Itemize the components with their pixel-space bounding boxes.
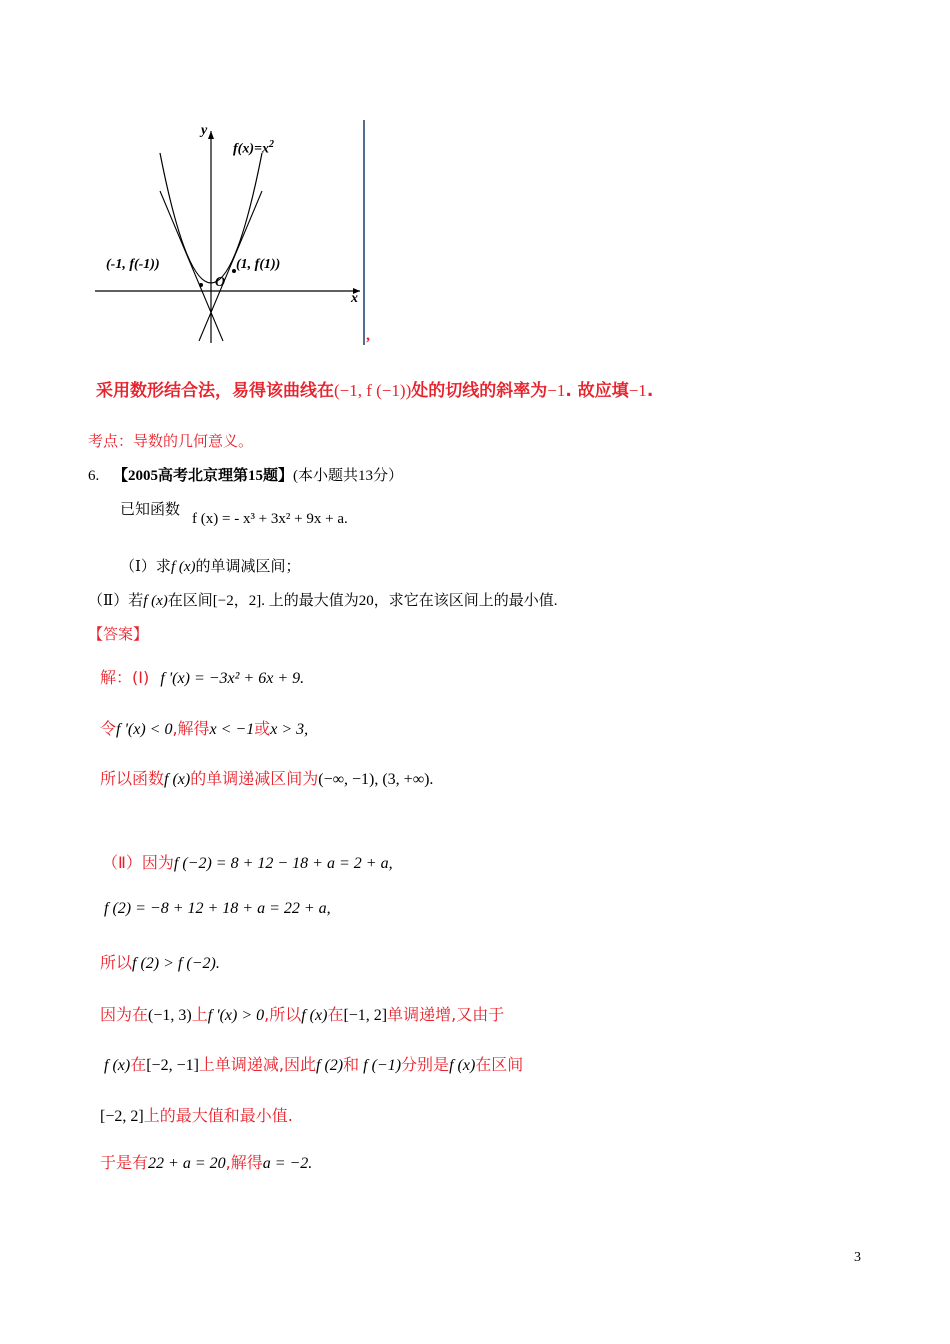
- sol-l7-m1: (−1, 3): [148, 1007, 192, 1024]
- sol-l3-a: 所以函数: [100, 769, 165, 788]
- sol-l2-m1: f '(x) < 0: [116, 721, 173, 738]
- sol-l9-a: 上的最大值和最小值.: [143, 1106, 293, 1125]
- sol-l8-m5: f (x): [449, 1057, 476, 1074]
- tangent-point-left: [199, 283, 203, 287]
- curve-label: $f(x)=x^2$: [233, 139, 274, 157]
- sol-l4-m: f (−2) = 8 + 12 − 18 + a = 2 + a,: [173, 855, 393, 872]
- q1-prefix: （Ⅰ）求: [120, 559, 171, 575]
- q2-suffix: 的最大值为20，求它在该区间上的最小值.: [283, 593, 558, 609]
- sol-l6-m: f (2) > f (−2).: [132, 955, 220, 972]
- explanation-point: (−1, f (−1)): [334, 381, 412, 400]
- sol-l7-a: 因为在: [100, 1005, 149, 1024]
- problem-function: f (x) = - x³ + 3x² + 9x + a.: [192, 511, 348, 527]
- sol-l8-m1: f (x): [104, 1057, 131, 1074]
- sol-l7-d: 在: [327, 1005, 344, 1024]
- y-axis-arrow: [208, 131, 214, 139]
- problem-points: (本小题共13分）: [293, 468, 404, 484]
- explanation-part2: 处的切线的斜率为: [411, 381, 548, 401]
- answer-label: 【答案】: [88, 627, 149, 643]
- sol-l8-m2: [−2, −1]: [146, 1057, 199, 1074]
- explanation-answer: −1: [628, 381, 647, 400]
- page-number: 3: [854, 1250, 861, 1265]
- x-axis-label: x: [351, 291, 358, 306]
- sol-l2-b: ,解得: [172, 719, 210, 738]
- solution-line-5: f (2) = −8 + 12 + 18 + a = 22 + a,: [104, 900, 331, 917]
- q2-prefix: （Ⅱ）若: [88, 593, 144, 609]
- left-point-label: (-1, f(-1)): [106, 257, 160, 272]
- right-point-label: (1, f(1)): [236, 257, 281, 272]
- problem-header: [88, 464, 403, 485]
- sol-l8-b: 上单调递减,因此: [198, 1055, 317, 1074]
- sol-l2-m2: x < −1: [209, 721, 255, 738]
- explanation-slope: −1: [547, 381, 566, 400]
- explanation-end: .: [646, 381, 654, 401]
- sol-l2-a: 令: [100, 719, 117, 738]
- sol-l10-m2: a = −2.: [262, 1155, 313, 1172]
- sol-l6-a: 所以: [100, 953, 133, 972]
- sol-l1-prefix: 解：(Ⅰ): [100, 668, 150, 687]
- solution-line-3: [100, 766, 433, 789]
- y-axis-label: y: [201, 123, 208, 138]
- solution-line-6: [100, 950, 220, 973]
- solution-line-1: [100, 665, 304, 688]
- sol-l8-m3: f (2): [316, 1057, 344, 1074]
- trailing-mark: ,: [366, 327, 370, 344]
- solution-line-7: [100, 1002, 504, 1025]
- sol-l8-a: 在: [130, 1055, 147, 1074]
- sol-l8-c: 和: [343, 1055, 360, 1074]
- sol-l3-m1: f (x): [164, 771, 191, 788]
- explanation-part1: 采用数形结合法，易得该曲线在: [96, 381, 334, 401]
- question-2: [88, 589, 558, 610]
- explanation-part3: . 故应填: [565, 381, 629, 401]
- sol-l7-c: ,所以: [264, 1005, 302, 1024]
- sol-l10-b: ,解得: [225, 1153, 263, 1172]
- solution-line-8: [104, 1052, 523, 1075]
- explanation-line: [96, 376, 653, 401]
- sol-l7-m2: f '(x) > 0: [207, 1007, 265, 1024]
- sol-l7-b: 上: [191, 1005, 208, 1024]
- sol-l8-m4: f (−1): [363, 1057, 402, 1074]
- parabola-figure: [90, 115, 390, 355]
- sol-l9-m: [−2, 2]: [100, 1108, 144, 1125]
- q2-fx: f (x): [143, 593, 168, 609]
- solution-line-9: [100, 1103, 293, 1126]
- problem-intro: 已知函数: [120, 502, 181, 518]
- solution-line-4: [102, 850, 393, 873]
- sol-l8-e: 在区间: [475, 1055, 524, 1074]
- kaodian: 考点：导数的几何意义。: [88, 434, 254, 450]
- sol-l10-a: 于是有: [100, 1153, 149, 1172]
- sol-l7-m3: f (x): [301, 1007, 328, 1024]
- sol-l2-m3: x > 3,: [270, 721, 309, 738]
- origin-label: O: [215, 275, 226, 290]
- tangent-left: [160, 191, 226, 341]
- solution-line-10: [100, 1150, 312, 1173]
- sol-l10-m1: 22 + a = 20: [148, 1155, 226, 1172]
- problem-source: 【2005高考北京理第15题】: [113, 468, 294, 484]
- sol-l3-b: 的单调递减区间为: [190, 769, 319, 788]
- solution-line-2: [100, 716, 308, 739]
- q1-suffix: 的单调减区间；: [195, 559, 301, 575]
- sol-l2-c: 或: [254, 719, 271, 738]
- sol-l3-m2: (−∞, −1), (3, +∞).: [318, 771, 434, 788]
- problem-number: 6.: [88, 468, 100, 484]
- question-1: [120, 555, 301, 576]
- sol-l7-e: 单调递增,又由于: [387, 1005, 505, 1024]
- q1-fx: f (x): [170, 559, 196, 575]
- sol-l8-d: 分别是: [401, 1055, 450, 1074]
- sol-l4-a: （Ⅱ）因为: [102, 853, 174, 872]
- sol-l1-math: f '(x) = −3x² + 6x + 9.: [160, 670, 305, 687]
- q2-mid: 在区间[−2，2]. 上: [167, 593, 284, 609]
- sol-l7-m4: [−1, 2]: [343, 1007, 388, 1024]
